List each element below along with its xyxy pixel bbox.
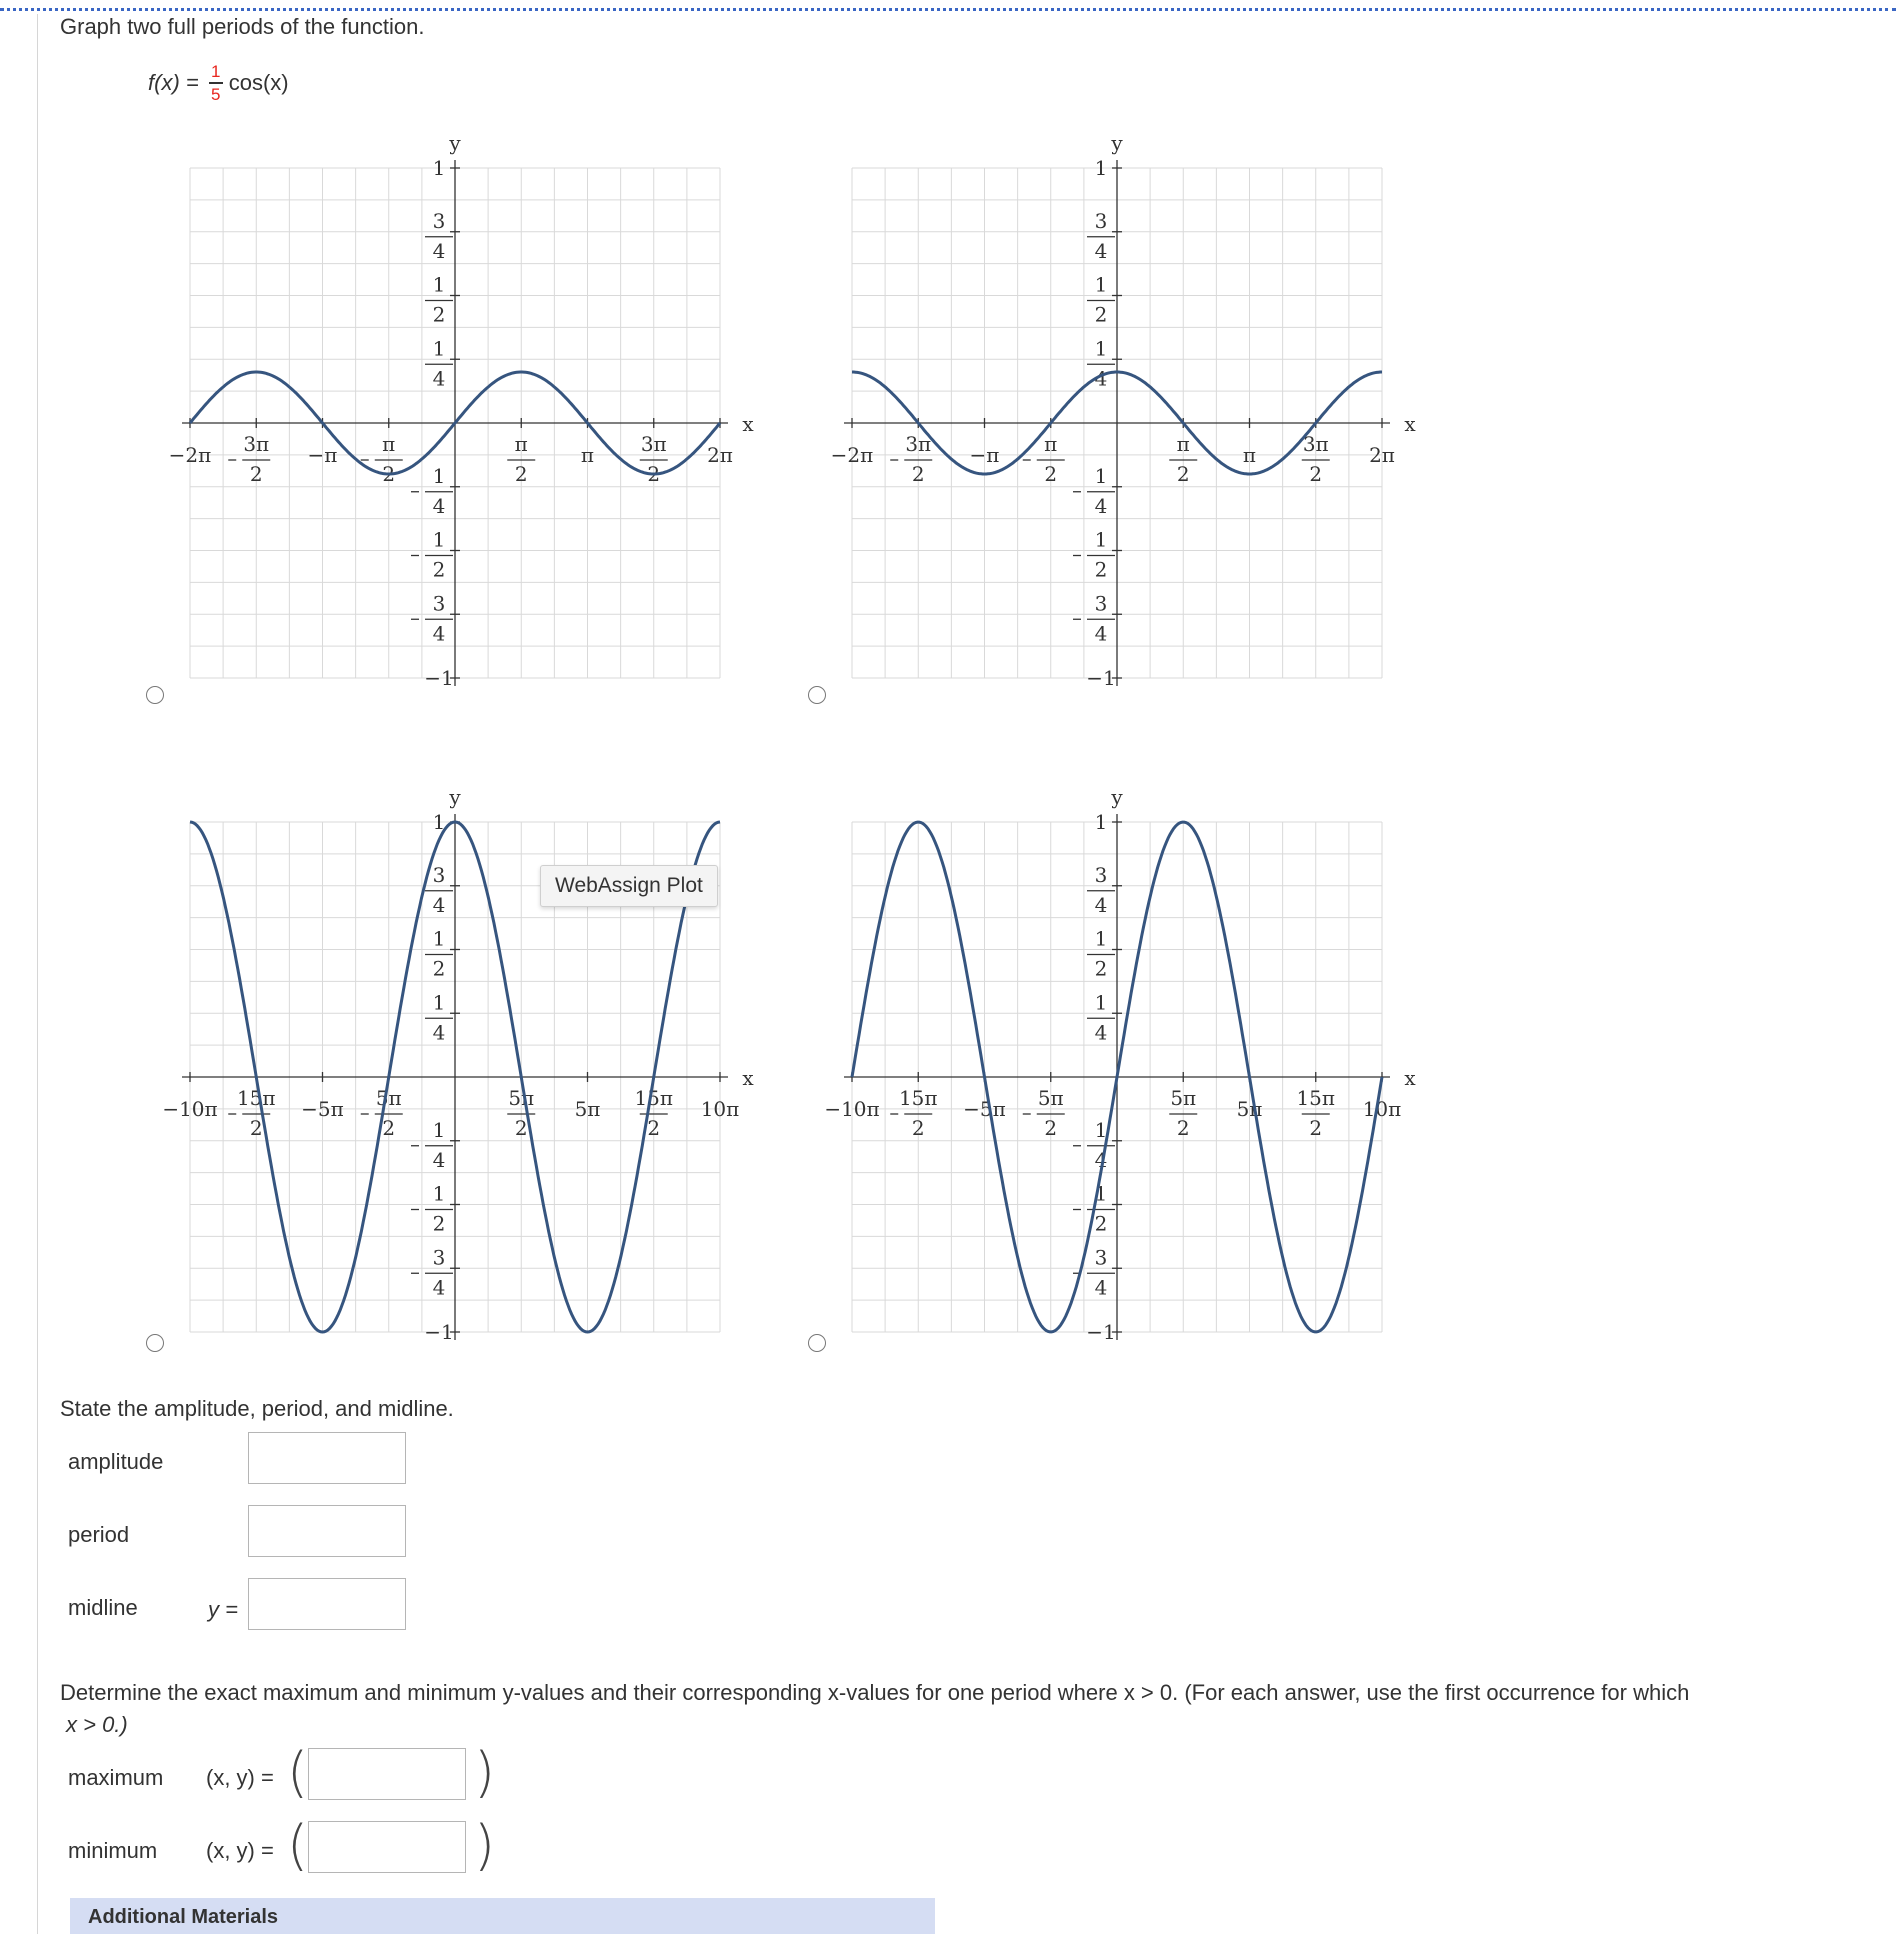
y-tick-label-num: 1 [1094,926,1108,951]
x-tick-label-den: 2 [514,1116,528,1140]
maximum-label: maximum [68,1765,164,1790]
midline-label: midline [68,1595,138,1620]
y-tick-label-den: 4 [432,1275,446,1300]
y-tick-label-num: 3 [1094,591,1108,616]
y-tick-label: 1 [432,156,446,180]
x-tick-label: 5π [574,1097,601,1121]
x-tick-label [361,432,403,486]
y-tick-label-den: 4 [1094,621,1108,646]
y-tick-label-num: 1 [432,1181,446,1206]
x-tick-label-num: 5π [1037,1086,1064,1110]
y-tick-label [1073,591,1115,645]
y-tick-label [1073,464,1115,518]
y-tick-label-den: 4 [432,366,446,391]
function-equation [148,58,289,108]
top-dotted-rule [0,8,1896,11]
y-axis-label: y [449,785,461,809]
minimum-label: minimum [68,1838,158,1863]
x-tick-label [890,432,932,486]
x-tick-label-num: π [382,432,396,456]
x-tick-label-num: 3π [243,432,270,456]
radio-option-b[interactable] [808,686,826,704]
equation-rhs: cos(x) [228,70,289,95]
additional-materials-label: Additional Materials [88,1906,279,1928]
y-tick-label-num: 1 [1094,463,1108,488]
y-tick-label-den: 4 [1094,366,1108,391]
x-tick-label-den: 2 [1309,462,1323,486]
y-tick-label [425,927,453,981]
y-tick-label-num: 1 [1094,1117,1108,1142]
x-tick-label-num: π [514,432,528,456]
y-tick-label-num: 1 [1094,990,1108,1015]
y-tick-label [1087,209,1115,263]
coefficient-denominator: 5 [211,84,221,104]
y-tick-label-den: 4 [1094,493,1108,518]
x-tick-label-num: 3π [905,432,932,456]
x-tick-label-den: 2 [1176,1116,1190,1140]
period-label: period [68,1522,130,1547]
y-tick-label [1087,927,1115,981]
x-tick-label: −10π [162,1097,218,1121]
y-tick-label-num: 1 [432,990,446,1015]
y-tick-label-den: 2 [432,1211,446,1236]
webassign-plot-tooltip: WebAssign Plot [540,865,718,907]
graph-option-d [812,772,1416,1392]
y-tick-label [1087,863,1115,917]
x-tick-label-den: 2 [249,462,263,486]
period-input[interactable] [248,1505,406,1557]
y-tick-label-den: 2 [1094,1211,1108,1236]
x-tick-label-num: 15π [898,1086,938,1110]
section3-prompt-line2: x > 0.) [66,1712,128,1737]
left-margin-rule [37,14,38,1934]
x-tick-label: −π [307,443,338,467]
x-tick-label-num: 5π [375,1086,402,1110]
x-tick-label-num: π [1176,432,1190,456]
maximum-close-paren: ) [474,1741,496,1804]
x-axis-label: x [742,412,754,436]
maximum-input[interactable] [308,1748,466,1800]
y-tick-label-den: 4 [432,238,446,263]
y-tick-label-den: 4 [432,493,446,518]
x-tick-label-num: 3π [640,432,667,456]
minimum-close-paren: ) [474,1814,496,1877]
y-tick-label [411,591,453,645]
x-tick-label-den: 2 [382,462,396,486]
x-tick-label [228,432,270,486]
y-tick-label-num: 3 [1094,208,1108,233]
x-tick-label-den: 2 [1044,462,1058,486]
amplitude-label: amplitude [68,1449,164,1474]
y-tick-label-den: 4 [432,621,446,646]
x-tick-label: −π [969,443,1000,467]
x-tick-label-num: 5π [1170,1086,1197,1110]
graph-svg-a [150,118,754,738]
y-tick-label-num: 1 [432,336,446,361]
x-tick-label [1023,1086,1065,1140]
y-tick-label-den: 2 [432,302,446,327]
x-tick-label-den: 2 [1176,462,1190,486]
fraction-bar [209,82,223,84]
equation-lhs: f(x) = [148,70,199,95]
coefficient-numerator: 1 [211,62,221,82]
y-tick-label-den: 2 [432,557,446,582]
x-tick-label: −10π [824,1097,880,1121]
y-tick-label: −1 [424,1320,454,1344]
minimum-open-paren: ( [287,1814,309,1877]
radio-option-d[interactable] [808,1334,826,1352]
y-axis-label: y [1111,785,1123,809]
x-tick-label-den: 2 [911,462,925,486]
x-tick-label-den: 2 [249,1116,263,1140]
y-tick-label: −1 [1086,1320,1116,1344]
y-tick-label [425,336,453,390]
graph-svg-d [812,772,1416,1392]
y-tick-label-num: 1 [432,272,446,297]
minimum-input[interactable] [308,1821,466,1873]
y-axis-label: y [449,131,461,155]
x-axis-label: x [1404,1066,1416,1090]
x-tick-label [228,1086,275,1140]
coefficient-fraction [209,63,223,103]
x-tick-label: π [580,443,595,467]
y-tick-label-num: 3 [1094,1245,1108,1270]
x-tick-label-den: 2 [1044,1116,1058,1140]
y-tick-label [411,1118,453,1172]
x-tick-label [1023,432,1065,486]
y-tick-label-num: 3 [1094,862,1108,887]
x-tick-label: −2π [830,443,874,467]
y-tick-label-num: 3 [432,1245,446,1270]
midline-prefix: y = [208,1597,238,1622]
x-tick-label: −5π [301,1097,344,1121]
y-tick-label-num: 3 [432,591,446,616]
y-tick-label [411,1182,453,1236]
y-tick-label-den: 4 [1094,1020,1108,1045]
x-tick-label-num: 3π [1302,432,1329,456]
x-tick-label-num: 5π [508,1086,535,1110]
minimum-pair-prefix: (x, y) = [206,1838,274,1863]
y-tick-label-num: 1 [1094,527,1108,552]
y-tick-label [425,273,453,327]
y-tick-label-den: 4 [1094,1275,1108,1300]
y-tick-label-den: 2 [432,956,446,981]
additional-materials-bar[interactable] [70,1898,935,1934]
x-tick-label: 10π [700,1097,740,1121]
x-tick-label-den: 2 [514,462,528,486]
x-tick-label [890,1086,937,1140]
y-tick-label-num: 3 [432,862,446,887]
x-tick-label: −2π [168,443,212,467]
graph-option-b [812,118,1416,738]
y-tick-label [411,1245,453,1299]
y-tick-label-den: 4 [1094,238,1108,263]
y-tick-label-num: 1 [1094,272,1108,297]
y-tick-label-num: 1 [432,926,446,951]
y-tick-label-num: 3 [432,208,446,233]
x-tick-label-den: 2 [647,462,661,486]
y-tick-label-den: 4 [432,1147,446,1172]
x-tick-label-den: 2 [1309,1116,1323,1140]
x-tick-label: π [1242,443,1257,467]
x-tick-label: 10π [1362,1097,1402,1121]
y-tick-label [411,464,453,518]
x-tick-label-num: 15π [236,1086,276,1110]
y-tick-label [1087,990,1115,1044]
x-axis-label: x [742,1066,754,1090]
x-tick-label: 2π [1369,443,1395,467]
x-tick-label: 2π [707,443,733,467]
y-tick-label: 1 [1094,810,1108,834]
y-tick-label [1073,528,1115,582]
radio-option-c[interactable] [146,1334,164,1352]
y-tick-label-den: 2 [1094,302,1108,327]
y-tick-label-num: 1 [1094,336,1108,361]
y-tick-label-num: 1 [432,527,446,552]
x-tick-label-num: 15π [1296,1086,1336,1110]
maximum-pair-prefix: (x, y) = [206,1765,274,1790]
x-tick-label-num: 15π [634,1086,674,1110]
y-tick-label-den: 4 [432,892,446,917]
y-tick-label-num: 1 [432,463,446,488]
x-axis-label: x [1404,412,1416,436]
y-tick-label [1087,273,1115,327]
x-tick-label-num: π [1044,432,1058,456]
amplitude-input[interactable] [248,1432,406,1484]
y-tick-label-den: 2 [1094,956,1108,981]
y-tick-label [425,209,453,263]
x-tick-label: −5π [963,1097,1006,1121]
graph-option-a [150,118,754,738]
midline-input[interactable] [248,1578,406,1630]
x-tick-label: 5π [1236,1097,1263,1121]
y-tick-label [425,990,453,1044]
y-tick-label: −1 [1086,666,1116,690]
x-tick-label-den: 2 [647,1116,661,1140]
y-tick-label-num: 1 [432,1117,446,1142]
section3-prompt-line1: Determine the exact maximum and minimum y-values and their corresponding x-values for one period where x > 0. (For each answer, use the first occurrence for which [60,1680,1690,1705]
y-tick-label-den: 4 [432,1020,446,1045]
y-tick-label: −1 [424,666,454,690]
radio-option-a[interactable] [146,686,164,704]
section2-prompt: State the amplitude, period, and midline. [60,1396,454,1421]
y-tick-label-den: 2 [1094,557,1108,582]
y-tick-label-den: 4 [1094,1147,1108,1172]
x-tick-label-den: 2 [382,1116,396,1140]
y-tick-label: 1 [1094,156,1108,180]
y-tick-label [411,528,453,582]
x-tick-label-den: 2 [911,1116,925,1140]
y-tick-label-num: 1 [1094,1181,1108,1206]
y-axis-label: y [1111,131,1123,155]
y-tick-label-den: 4 [1094,892,1108,917]
y-tick-label: 1 [432,810,446,834]
question-prompt: Graph two full periods of the function. [60,14,425,39]
graph-svg-b [812,118,1416,738]
maximum-open-paren: ( [287,1741,309,1804]
